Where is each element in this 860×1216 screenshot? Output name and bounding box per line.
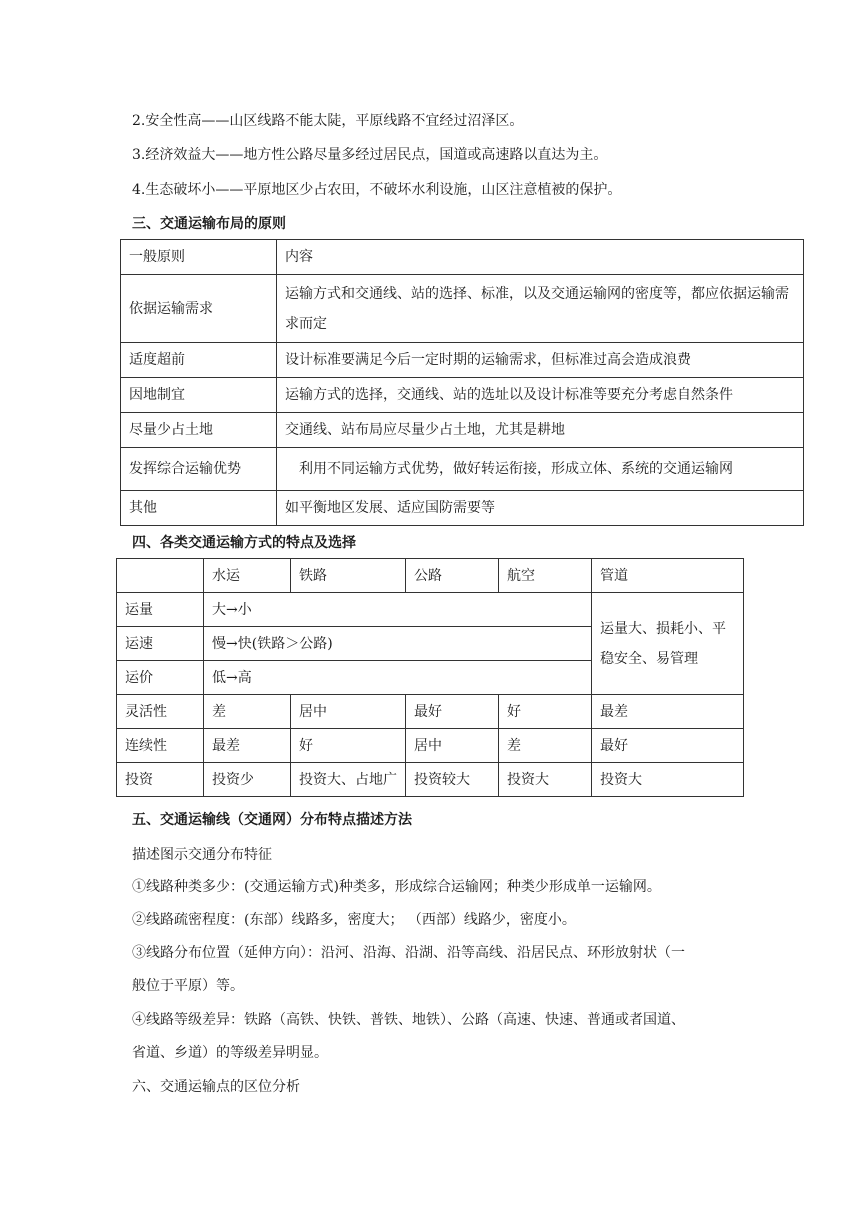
table-cell: 投资大: [592, 763, 744, 797]
table-cell: 差: [204, 695, 291, 729]
table-row: [121, 491, 804, 526]
text-line: 2.安全性高——山区线路不能太陡，平原线路不宜经过沼泽区。: [132, 113, 524, 129]
text-line: 省道、乡道）的等级差异明显。: [132, 1045, 328, 1061]
table-header-cell: 内容: [277, 240, 804, 275]
section-heading: 五、交通运输线（交通网）分布特点描述方法: [132, 812, 412, 828]
table-cell: 投资较大: [406, 763, 499, 797]
table-row: [117, 729, 744, 763]
table-cell: 投资大、占地广: [291, 763, 406, 797]
table-cell: 适度超前: [121, 343, 277, 378]
table-cell: 运输方式和交通线、站的选择、标准，以及交通运输网的密度等，都应依据运输需求而定: [277, 275, 804, 343]
table-cell: 运输方式的选择，交通线、站的选址以及设计标准等要充分考虑自然条件: [277, 378, 804, 413]
table-cell: 居中: [406, 729, 499, 763]
table-cell: 连续性: [117, 729, 204, 763]
text-line: 般位于平原）等。: [132, 978, 244, 994]
table-header-cell: 公路: [406, 559, 499, 593]
table-cell: 交通线、站布局应尽量少占土地，尤其是耕地: [277, 413, 804, 448]
table-cell: 投资大: [499, 763, 592, 797]
transport-modes-table: [116, 558, 744, 797]
section-heading: 四、各类交通运输方式的特点及选择: [132, 535, 356, 551]
table-cell: 运价: [117, 661, 204, 695]
table-cell: 最差: [204, 729, 291, 763]
table-row: [117, 695, 744, 729]
table-cell: 利用不同运输方式优势，做好转运衔接，形成立体、系统的交通运输网: [277, 448, 804, 491]
table-header-cell: 航空: [499, 559, 592, 593]
table-header-cell: 一般原则: [121, 240, 277, 275]
table-header-cell: 水运: [204, 559, 291, 593]
table-header-cell: 铁路: [291, 559, 406, 593]
table-cell: 如平衡地区发展、适应国防需要等: [277, 491, 804, 526]
table-row: [121, 275, 804, 343]
table-row: [121, 378, 804, 413]
table-cell: 运量大、损耗小、平稳安全、易管理: [592, 593, 744, 695]
table-cell: 差: [499, 729, 592, 763]
table-cell: 设计标准要满足今后一定时期的运输需求，但标准过高会造成浪费: [277, 343, 804, 378]
table-row: [121, 413, 804, 448]
table-row: [121, 240, 804, 275]
table-cell: 发挥综合运输优势: [121, 448, 277, 491]
table-row: [121, 448, 804, 491]
table-cell: 大→小: [204, 593, 592, 627]
table-cell: 慢→快(铁路＞公路): [204, 627, 592, 661]
text-line: ③线路分布位置（延伸方向）：沿河、沿海、沿湖、沿等高线、沿居民点、环形放射状（一: [132, 945, 685, 961]
text-line: 3.经济效益大——地方性公路尽量多经过居民点，国道或高速路以直达为主。: [132, 147, 608, 163]
table-cell: 运速: [117, 627, 204, 661]
text-line: 描述图示交通分布特征: [132, 847, 272, 863]
table-cell: 其他: [121, 491, 277, 526]
text-line: ②线路疏密程度：(东部）线路多，密度大； （西部）线路少，密度小。: [132, 912, 576, 928]
table-cell: 最差: [592, 695, 744, 729]
table-row: [117, 763, 744, 797]
text-line: 4.生态破坏小——平原地区少占农田，不破坏水利设施，山区注意植被的保护。: [132, 182, 622, 198]
table-cell: 依据运输需求: [121, 275, 277, 343]
table-cell: 灵活性: [117, 695, 204, 729]
table-header-cell: [117, 559, 204, 593]
table-cell: 好: [291, 729, 406, 763]
section-heading: 六、交通运输点的区位分析: [132, 1079, 300, 1095]
text-line: ①线路种类多少：(交通运输方式)种类多，形成综合运输网；种类少形成单一运输网。: [132, 879, 661, 895]
table-cell: 投资少: [204, 763, 291, 797]
table-cell: 最好: [592, 729, 744, 763]
principles-table: [120, 239, 804, 526]
table-cell: 低→高: [204, 661, 592, 695]
table-row: [117, 593, 744, 627]
table-cell: 好: [499, 695, 592, 729]
table-cell: 居中: [291, 695, 406, 729]
table-row: [121, 343, 804, 378]
table-row: [117, 559, 744, 593]
table-cell: 最好: [406, 695, 499, 729]
table-cell: 运量: [117, 593, 204, 627]
text-line: ④线路等级差异：铁路（高铁、快铁、普铁、地铁）、公路（高速、快速、普通或者国道、: [132, 1012, 685, 1028]
table-cell: 因地制宜: [121, 378, 277, 413]
table-cell: 尽量少占土地: [121, 413, 277, 448]
table-cell: 投资: [117, 763, 204, 797]
section-heading: 三、交通运输布局的原则: [132, 216, 286, 232]
table-header-cell: 管道: [592, 559, 744, 593]
